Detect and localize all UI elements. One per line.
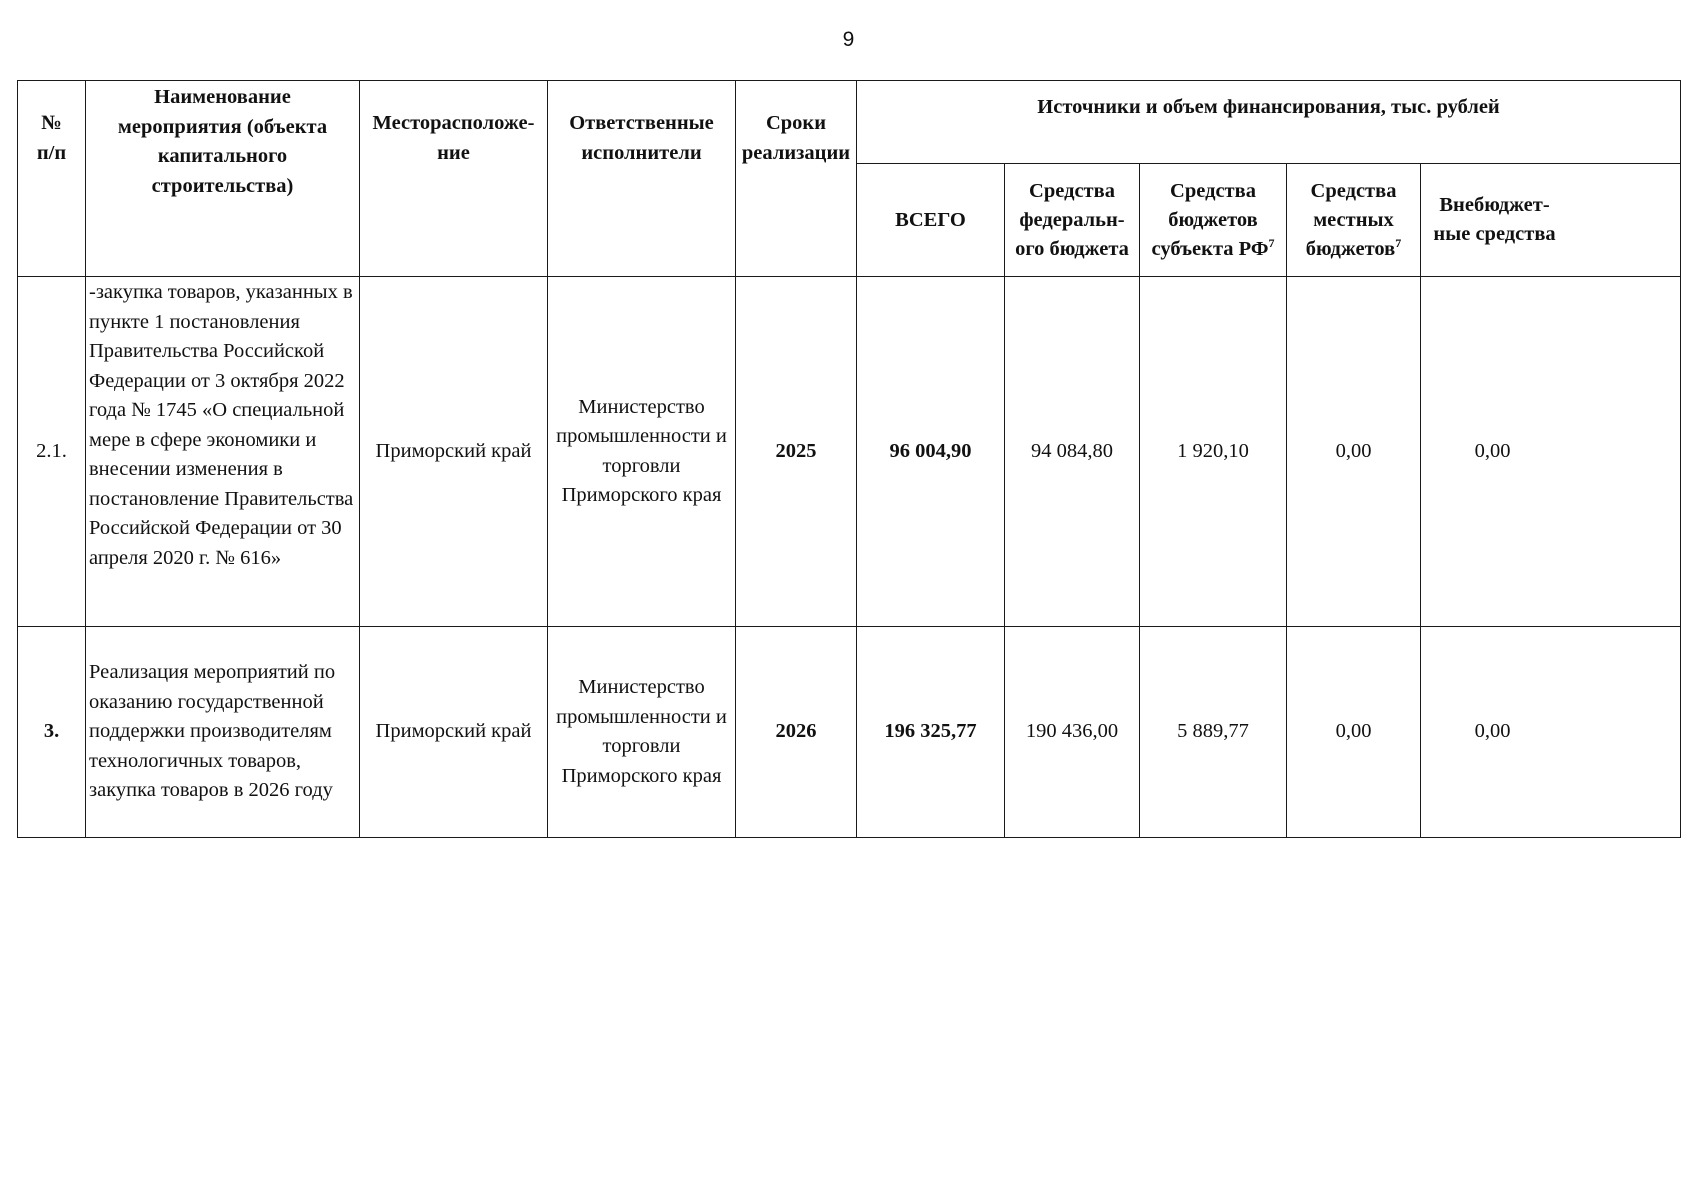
row-executor: Министерство промышленности и торговли Приморского края: [548, 277, 736, 627]
header-number: [18, 81, 86, 277]
header-executors: Ответственные исполнители: [548, 81, 736, 277]
row-regional: 5 889,77: [1140, 627, 1287, 838]
header-funding: Источники и объем финансирования, тыс. рублей: [857, 81, 1681, 164]
table-row: [18, 277, 1681, 627]
header-regional-footnote: 7: [1268, 235, 1275, 250]
header-location: Месторасположе-ние: [360, 81, 548, 277]
header-total: ВСЕГО: [857, 164, 1005, 277]
header-term: Сроки реализации: [736, 81, 857, 277]
row-name: Реализация мероприятий по оказанию государственной поддержки производителям технологичных товаров, закупка товаров в 2026 году: [86, 627, 360, 838]
page-number: 9: [842, 28, 855, 51]
row-federal: 94 084,80: [1005, 277, 1140, 627]
row-regional: 1 920,10: [1140, 277, 1287, 627]
row-name: -закупка товаров, указанных в пункте 1 постановления Правительства Российской Федерации от 3 октября 2022 года № 1745 «О специальной мере в сфере экономики и внесении изменения в постановление Правительства Российской Федерации от 30 апреля 2020 г. № 616»: [86, 277, 360, 627]
row-total: 96 004,90: [857, 277, 1005, 627]
row-term: 2025: [736, 277, 857, 627]
row-local: 0,00: [1287, 277, 1421, 627]
header-local-text: Средства местных бюджетов: [1305, 179, 1397, 260]
row-location: Приморский край: [360, 627, 548, 838]
table-row: [18, 627, 1681, 838]
financing-table: [17, 80, 1681, 838]
header-local: [1287, 164, 1421, 277]
row-local: 0,00: [1287, 627, 1421, 838]
header-federal: Средства федеральн-ого бюджета: [1005, 164, 1140, 277]
header-local-footnote: 7: [1395, 235, 1402, 250]
row-extra: 0,00: [1421, 277, 1681, 627]
header-number-line2: п/п: [36, 141, 67, 164]
row-federal: 190 436,00: [1005, 627, 1140, 838]
header-row: [18, 81, 1681, 164]
row-executor: Министерство промышленности и торговли Приморского края: [548, 627, 736, 838]
row-term: 2026: [736, 627, 857, 838]
header-number-line1: №: [41, 112, 62, 134]
row-number: 3.: [18, 627, 86, 838]
row-number: 2.1.: [18, 277, 86, 627]
row-location: Приморский край: [360, 277, 548, 627]
row-extra: 0,00: [1421, 627, 1681, 838]
header-regional-text: Средства бюджетов субъекта РФ: [1151, 179, 1269, 260]
header-name: Наименование мероприятия (объекта капитального строительства): [86, 81, 360, 277]
header-extra: Внебюджет-ные средства: [1421, 164, 1681, 277]
header-regional: [1140, 164, 1287, 277]
row-total: 196 325,77: [857, 627, 1005, 838]
